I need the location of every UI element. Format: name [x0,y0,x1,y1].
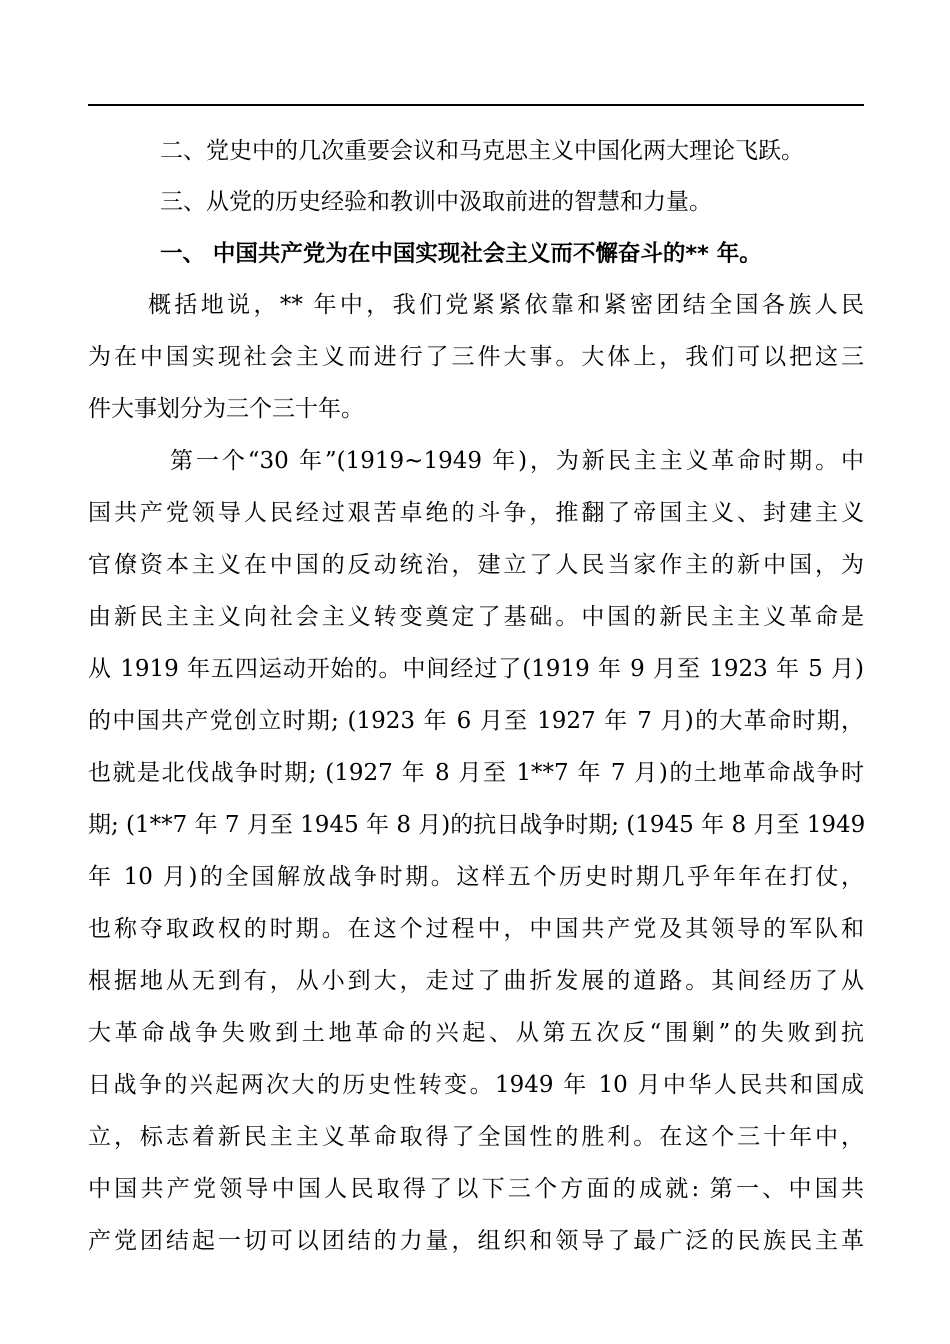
paragraph-line: 的中国共产党创立时期; (1923 年 6 月至 1927 年 7 月)的大革命时期， [88,708,864,734]
paragraph-line: 中国共产党领导中国人民取得了以下三个方面的成就: 第一、中国共 [88,1176,864,1202]
paragraph-line: 从 1919 年五四运动开始的。中间经过了(1919 年 9 月至 1923 年 5 月) [88,656,864,682]
paragraph-line: 根据地从无到有，从小到大，走过了曲折发展的道路。其间经历了从 [88,968,864,994]
paragraph-line: 年 10 月)的全国解放战争时期。这样五个历史时期几乎年年在打仗， [88,864,864,890]
paragraph-line: 日战争的兴起两次大的历史性转变。1949 年 10 月中华人民共和国成 [88,1072,864,1098]
paragraph-line: 也就是北伐战争时期; (1927 年 8 月至 1**7 年 7 月)的土地革命战争时 [88,760,864,786]
paragraph-line: 产党团结起一切可以团结的力量，组织和领导了最广泛的民族民主革 [88,1228,864,1254]
paragraph-line: 期; (1**7 年 7 月至 1945 年 8 月)的抗日战争时期; (1945 年 8 月至 1949 [88,812,866,838]
paragraph-line: 为在中国实现社会主义而进行了三件大事。大体上，我们可以把这三 [88,344,864,370]
section-heading: 一、 中国共产党为在中国实现社会主义而不懈奋斗的** 年。 [160,241,762,267]
paragraph-line: 第一个“30 年”(1919~1949 年)，为新民主主义革命时期。中 [170,448,864,474]
paragraph-line: 件大事划分为三个三十年。 [88,396,364,422]
paragraph-line: 也称夺取政权的时期。在这个过程中，中国共产党及其领导的军队和 [88,916,864,942]
toc-line-3: 三、从党的历史经验和教训中汲取前进的智慧和力量。 [160,189,712,215]
paragraph-line: 官僚资本主义在中国的反动统治，建立了人民当家作主的新中国，为 [88,552,864,578]
paragraph-line: 概括地说，** 年中，我们党紧紧依靠和紧密团结全国各族人民 [148,292,864,318]
header-rule [88,104,864,106]
paragraph-line: 由新民主主义向社会主义转变奠定了基础。中国的新民主主义革命是 [88,604,864,630]
paragraph-line: 立，标志着新民主主义革命取得了全国性的胜利。在这个三十年中， [88,1124,864,1150]
paragraph-line: 国共产党领导人民经过艰苦卓绝的斗争，推翻了帝国主义、封建主义 [88,500,864,526]
toc-line-2: 二、党史中的几次重要会议和马克思主义中国化两大理论飞跃。 [160,138,804,164]
paragraph-line: 大革命战争失败到土地革命的兴起、从第五次反“围剿”的失败到抗 [88,1020,864,1046]
